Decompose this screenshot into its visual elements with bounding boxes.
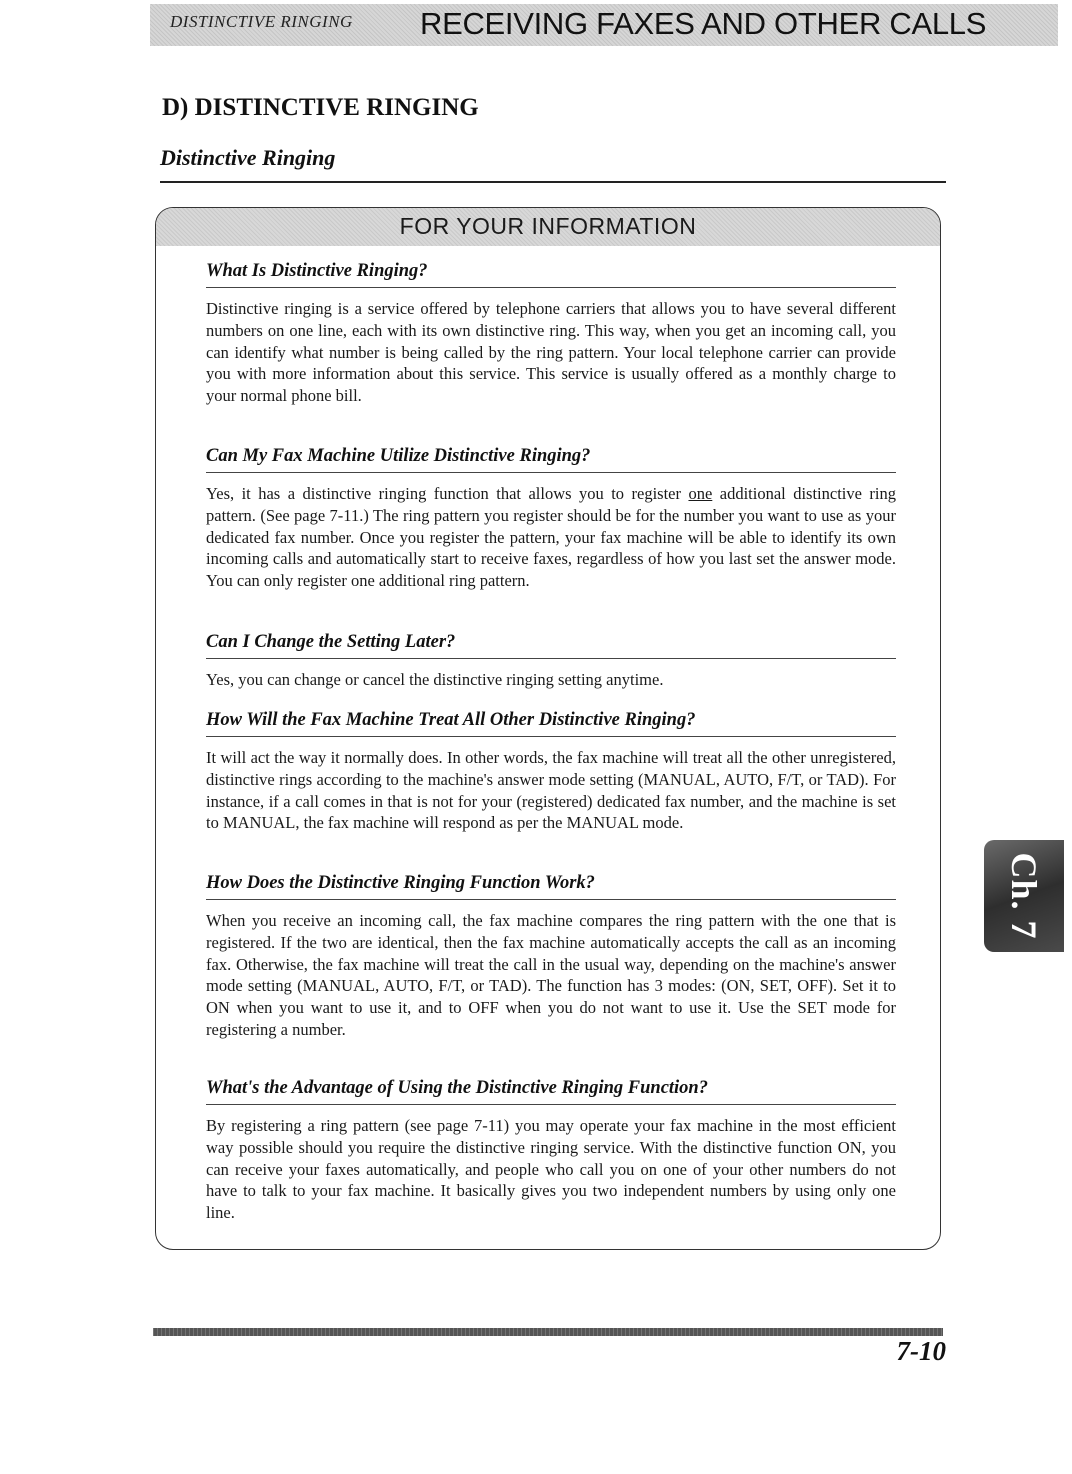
answer-emphasis: one xyxy=(688,484,713,503)
qa-item xyxy=(206,446,896,592)
subsection-rule xyxy=(160,181,946,183)
answer-text-part: Yes, it has a distinctive ringing function that allows you to register xyxy=(206,484,689,503)
chapter-tab-label: Ch. 7 xyxy=(1004,852,1044,940)
qa-item xyxy=(206,1078,896,1224)
answer-text xyxy=(206,483,896,592)
qa-item xyxy=(206,710,896,834)
header-subtitle: DISTINCTIVE RINGING xyxy=(170,12,353,31)
answer-text: Yes, you can change or cancel the distinctive ringing setting anytime. xyxy=(206,670,664,689)
answer-text-part: additional distinctive ring pattern. (See page 7-11.) The ring pattern you register should be for the number you want to use as your dedicated fax number. Once you register the pattern, your fax machine will be able to identify its own incoming calls and automatically start to receive faxes, regardless of how you last set the answer mode. You can only register one additional ring pattern. xyxy=(206,484,896,591)
answer-text: Distinctive ringing is a service offered by telephone carriers that allows you to have several different numbers on one line, each with its own distinctive ring. This way, when you get an incoming call, you can identify what number is being called by the ring pattern. Your local telephone carrier can provide you with more information about this service. This service is usually offered as a monthly charge to your normal phone bill. xyxy=(206,299,896,406)
answer-text: By registering a ring pattern (see page 7-11) you may operate your fax machine in the most efficient way possible should you require the distinctive ringing service. With the distinctive function ON, you can receive your faxes automatically, and people who call you on one of your other numbers do not have to talk to your fax machine. It basically gives you two independent numbers by using only one line. xyxy=(206,1116,896,1223)
chapter-tab xyxy=(984,840,1064,952)
qa-item xyxy=(206,632,896,691)
question-heading: Can My Fax Machine Utilize Distinctive Ringing? xyxy=(206,446,896,473)
question-heading: What's the Advantage of Using the Distinctive Ringing Function? xyxy=(206,1078,896,1105)
qa-item xyxy=(206,873,896,1041)
footer-bar xyxy=(153,1328,943,1336)
question-heading: How Will the Fax Machine Treat All Other Distinctive Ringing? xyxy=(206,710,896,737)
info-box xyxy=(155,207,941,1250)
section-title: D) DISTINCTIVE RINGING xyxy=(162,94,479,121)
header-title: RECEIVING FAXES AND OTHER CALLS xyxy=(420,6,987,41)
question-heading: How Does the Distinctive Ringing Function Work? xyxy=(206,873,896,900)
page-number: 7-10 xyxy=(896,1336,946,1366)
answer-text: It will act the way it normally does. In other words, the fax machine will treat all the other unregistered, distinctive rings according to the machine's answer mode setting (MANUAL, AUTO, F/T, or TAD). For instance, if a call comes in that is not for your (registered) dedicated fax number, and the machine is set to MANUAL, the fax machine will respond as per the MANUAL mode. xyxy=(206,748,896,833)
info-box-header xyxy=(156,208,940,246)
subsection-title: Distinctive Ringing xyxy=(160,145,336,170)
question-heading: What Is Distinctive Ringing? xyxy=(206,261,896,288)
answer-text: When you receive an incoming call, the fax machine compares the ring pattern with the one that is registered. If the two are identical, then the fax machine automatically accepts the call as an incoming fax. Otherwise, the fax machine will treat the call in the usual way, depending on the machine's answer mode setting (MANUAL, AUTO, F/T, or TAD). The function has 3 modes: (ON, SET, OFF). Set it to ON when you want to use it, and to OFF when you do not want to use it. Use the SET mode for registering a number. xyxy=(206,911,896,1039)
question-heading: Can I Change the Setting Later? xyxy=(206,632,896,659)
qa-item xyxy=(206,261,896,407)
info-box-title: FOR YOUR INFORMATION xyxy=(399,213,697,239)
